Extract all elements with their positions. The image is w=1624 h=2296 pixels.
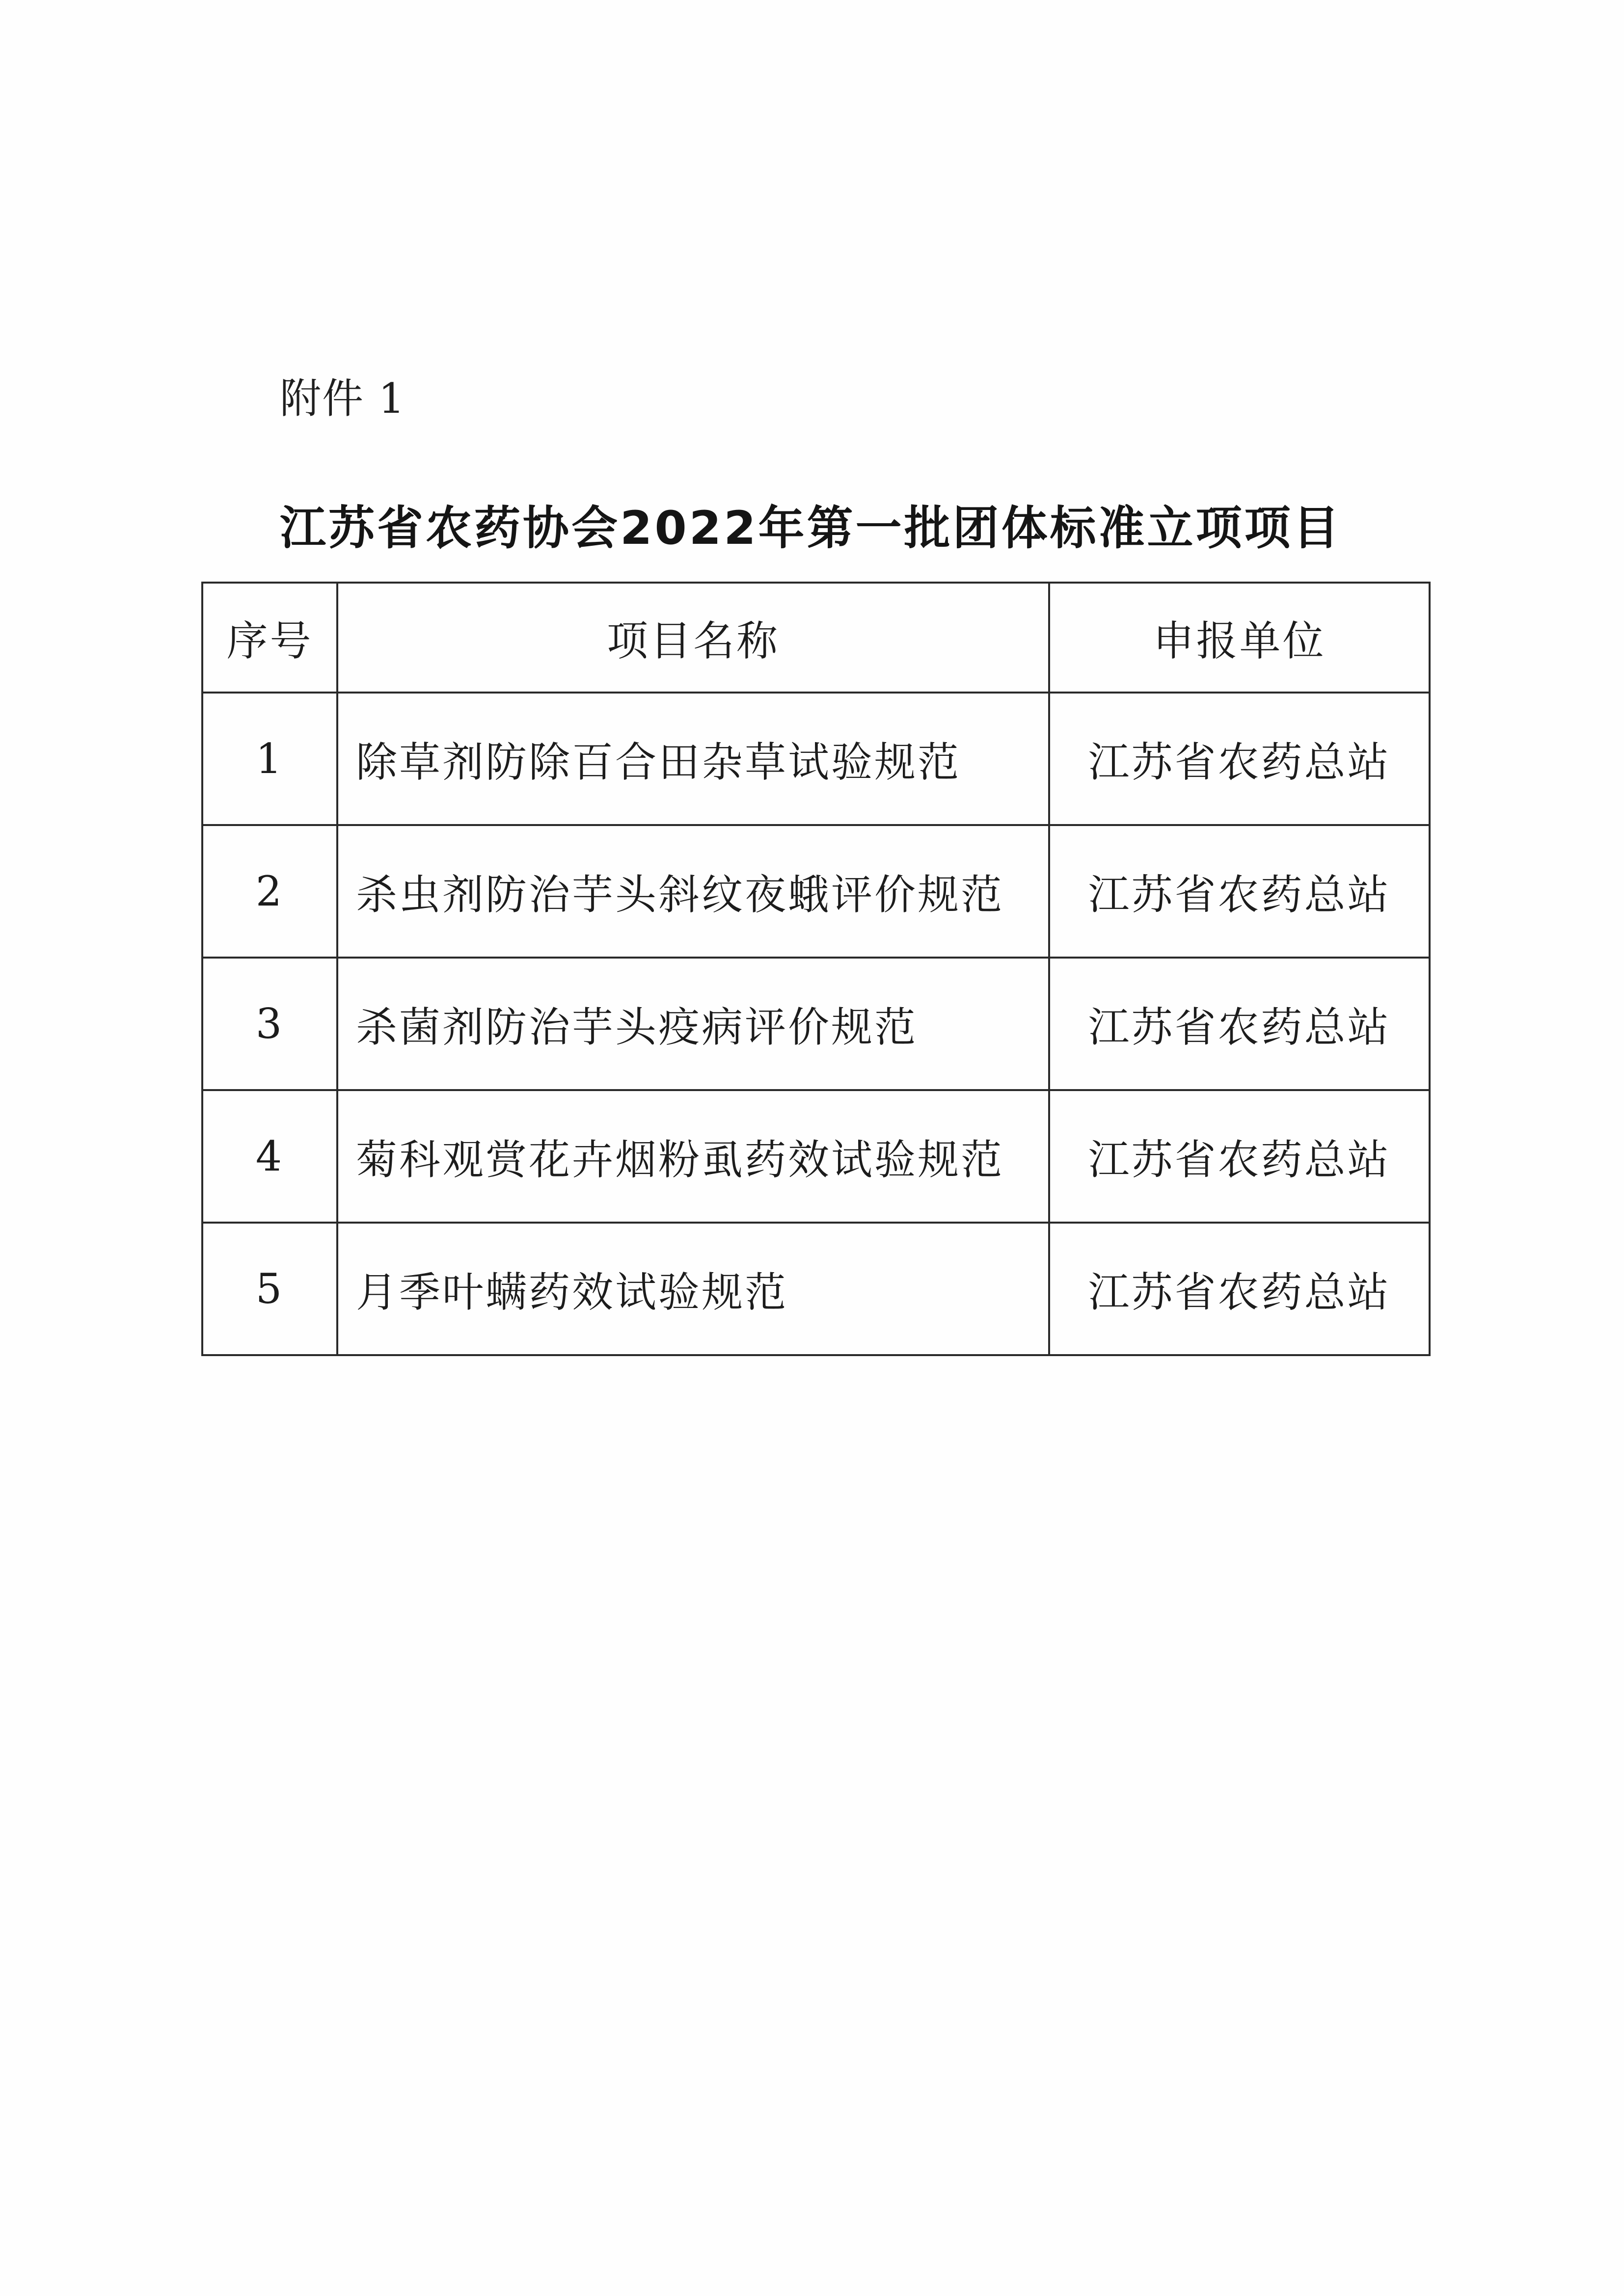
table-row: [202, 1090, 1430, 1223]
row-project-name: 杀虫剂防治芋头斜纹夜蛾评价规范: [337, 825, 1049, 958]
row-index: 3: [202, 958, 337, 1090]
header-index: 序号: [202, 583, 337, 693]
row-project-name: 菊科观赏花卉烟粉虱药效试验规范: [337, 1090, 1049, 1223]
row-project-name: 除草剂防除百合田杂草试验规范: [337, 693, 1049, 825]
row-applicant-unit: 江苏省农药总站: [1049, 1223, 1430, 1355]
table-header-row: [202, 583, 1430, 693]
table-row: [202, 693, 1430, 825]
table-header: [202, 583, 1430, 693]
attachment-label: 附件 1: [280, 374, 406, 423]
header-project-name: 项目名称: [337, 583, 1049, 693]
table-row: [202, 958, 1430, 1090]
document-title: 江苏省农药协会2022年第一批团体标准立项项目: [280, 502, 1342, 555]
row-applicant-unit: 江苏省农药总站: [1049, 693, 1430, 825]
table-body: [202, 693, 1430, 1355]
header-applicant-unit: 申报单位: [1049, 583, 1430, 693]
row-project-name: 杀菌剂防治芋头疫病评价规范: [337, 958, 1049, 1090]
row-index: 2: [202, 825, 337, 958]
project-table: [201, 582, 1431, 1356]
row-index: 5: [202, 1223, 337, 1355]
row-index: 4: [202, 1090, 337, 1223]
row-index: 1: [202, 693, 337, 825]
project-table-container: [201, 582, 1429, 1356]
row-applicant-unit: 江苏省农药总站: [1049, 825, 1430, 958]
row-applicant-unit: 江苏省农药总站: [1049, 958, 1430, 1090]
row-project-name: 月季叶螨药效试验规范: [337, 1223, 1049, 1355]
table-row: [202, 1223, 1430, 1355]
row-applicant-unit: 江苏省农药总站: [1049, 1090, 1430, 1223]
table-row: [202, 825, 1430, 958]
